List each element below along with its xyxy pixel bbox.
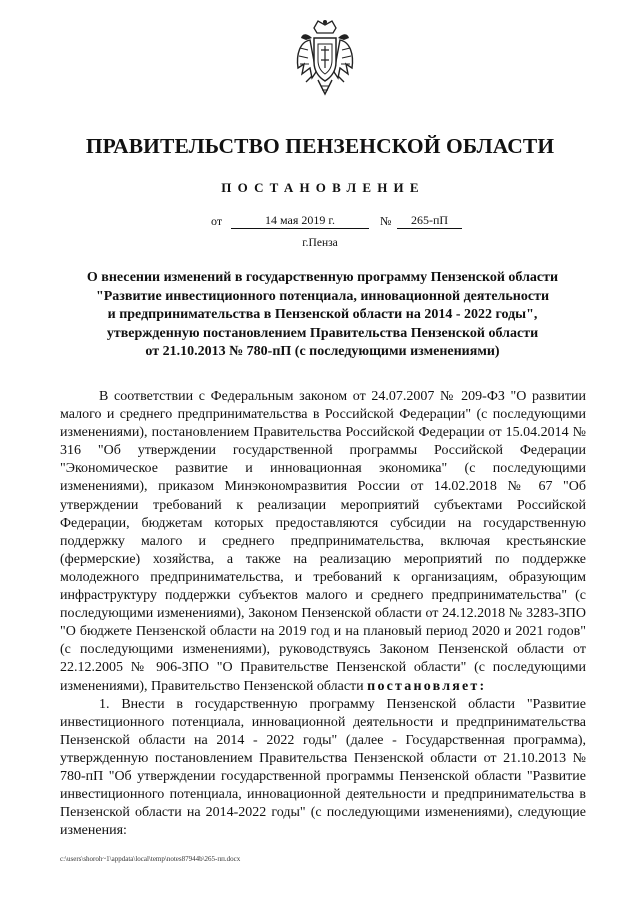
document-type: ПОСТАНОВЛЕНИЕ: [221, 180, 425, 195]
subject-line: утвержденную постановлением Правительства Пензенской области: [106, 325, 539, 341]
file-path-footer: c:\users\shoroh~1\appdata\local\temp\notes87944b\265-пп.docx: [60, 855, 241, 863]
government-title: ПРАВИТЕЛЬСТВО ПЕНЗЕНСКОЙ ОБЛАСТИ: [85, 134, 555, 158]
document-subject: [60, 269, 585, 362]
pensa-coat-of-arms-icon: [292, 18, 358, 100]
number-prefix: №: [380, 214, 392, 228]
subject-line: О внесении изменений в государственную программу Пензенской области: [86, 270, 559, 285]
preamble-text: В соответствии с Федеральным законом от 24.07.2007 № 209-ФЗ "О развитии малого и среднего предпринимательства в Российской Федерации" (с последующими изменениями), постановлением Правительства Российской Федерации от 15.04.2014 № 316 "Об утверждении государственной программы Российской Федерации "Экономическое развитие и инновационная экономика" (с последующими изменениями), приказом Минэкономразвития России от 14.02.2018 № 67 "Об утверждении требований к реализации мероприятий субъектами Российской Федерации, бюджетам которых предоставляются субсидии на государственную поддержку малого и среднего предпринимательства, включая крестьянские (фермерские) хозяйства, а также на реализацию мероприятий по поддержке молодежного предпринимательства, и требований к организациям, образующим инфраструктуру поддержки субъектов малого и среднего предпринимательства" (с последующими изменениями), Законом Пензенской области от 24.12.2018 № 3283-ЗПО "О бюджете Пензенской области на 2019 год и на плановый период 2020 и 2021 годов" (с последующими изменениями), руководствуясь Законом Пензенской области от 22.12.2005 № 906-ЗПО "О Правительстве Пензенской области" (с последующими изменениями), Правительство Пензенской области: [60, 389, 586, 694]
subject-line: и предпринимательства в Пензенской области на 2014 - 2022 годы",: [107, 307, 538, 322]
subject-line: от 21.10.2013 № 780-пП (с последующими изменениями): [145, 344, 500, 359]
city-label: г.Пенза: [302, 237, 338, 249]
subject-line: "Развитие инвестиционного потенциала, инновационной деятельности: [95, 288, 550, 304]
document-body: [60, 388, 586, 840]
preamble-paragraph: [60, 388, 586, 696]
date-prefix: от: [211, 214, 223, 228]
item-1-paragraph: 1. Внести в государственную программу Пензенской области "Развитие инвестиционного потенциала, инновационной деятельности и предпринимательства Пензенской области на 2014 - 2022 годы" (далее - Государственная программа), утвержденную постановлением Правительства Пензенской области от 21.10.2013 № 780-пП "Об утверждении государственной программы Пензенской области "Развитие инвестиционного потенциала, инновационной деятельности и предпринимательства в Пензенской области на 2014-2022 годы" (с последующими изменениями), следующие изменения:: [60, 696, 586, 839]
number-value: 265-пП: [397, 214, 462, 229]
resolves-keyword: постановляет:: [367, 678, 487, 694]
date-number-row: [0, 214, 640, 232]
date-value: 14 мая 2019 г.: [231, 214, 369, 229]
